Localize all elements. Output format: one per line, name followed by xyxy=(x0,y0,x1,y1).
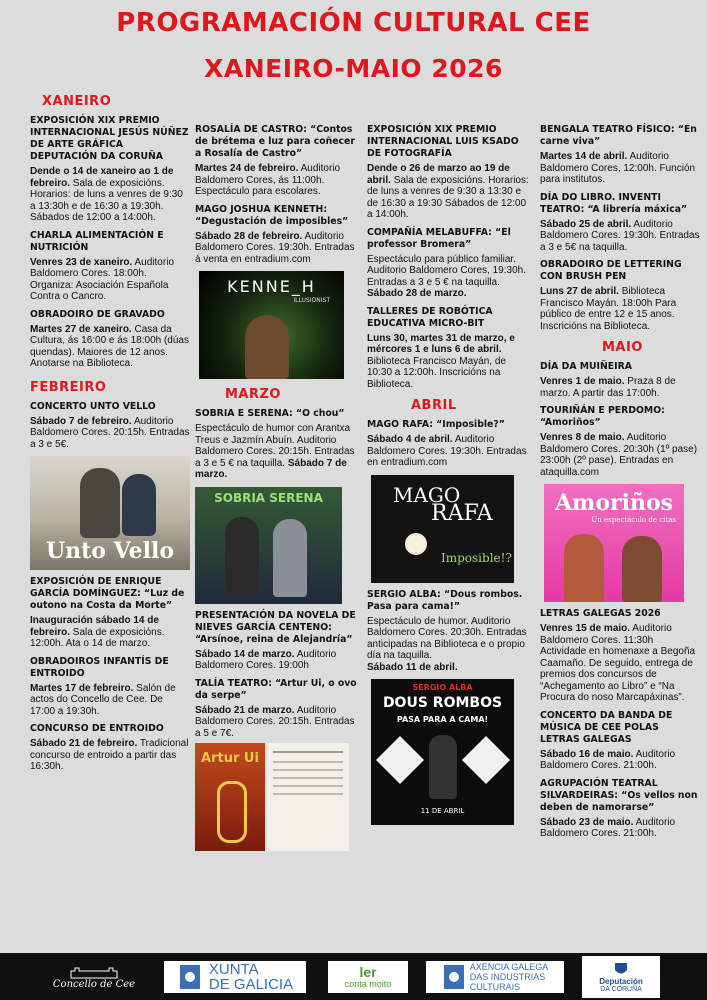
sergio-main: DOUS ROMBOS xyxy=(382,695,503,711)
event xyxy=(30,723,190,773)
event xyxy=(540,608,700,704)
event xyxy=(195,610,358,672)
kenneth-title: KENNE_H xyxy=(227,277,316,296)
event xyxy=(195,678,358,740)
credits-line xyxy=(273,769,343,771)
event xyxy=(540,361,700,399)
column-1 xyxy=(30,94,190,773)
month-abril: ABRIL xyxy=(411,398,457,413)
column-2 xyxy=(195,124,358,851)
event-details: Sábado 21 de febreiro. Tradicional concurso de entroido a partir das 16:30h. xyxy=(30,738,189,772)
event-details: Venres 1 de maio. Praza 8 de marzo. A partir das 17:00h. xyxy=(540,376,676,399)
artur-ui-credits xyxy=(267,743,349,851)
event-title: COMPAÑÍA MELABUFFA: “El professor Bromera” xyxy=(367,226,511,250)
event xyxy=(30,401,190,451)
event xyxy=(30,576,190,650)
amorinos-subtitle: Un espectáculo de citas xyxy=(591,516,676,524)
event-details: Dende o 14 de xaneiro ao 1 de febreiro. Sala de exposicións. Horarios: de luns a venres de 9:30 a 13:30h e de 16:30 a 19:30h. Sábados de 12:00 a 14:00h. xyxy=(30,166,183,223)
event xyxy=(30,656,190,718)
event-details: Sábado 28 de febreiro. Auditorio Baldomero Cores. 19:30h. Entradas á venta en entradium.com xyxy=(195,230,355,265)
event-details: Inauguración sábado 14 de febreiro. Sala de exposicións. 12:00h. Ata o 14 de marzo. xyxy=(30,615,165,649)
event xyxy=(540,710,700,772)
event-details: Martes 14 de abril. Auditorio Baldomero Cores, 12:00h. Función para institutos. xyxy=(540,151,696,185)
unto-vello-poster xyxy=(30,456,190,570)
concello-logo xyxy=(48,961,140,993)
deputacion-name: Deputación xyxy=(599,976,643,986)
credits-line xyxy=(273,777,343,779)
event-details: Martes 27 de xaneiro. Casa da Cultura, ás 16:00 e ás 18:00h (dúas quendas). Maiores de 12 anos. Anotarse na Biblioteca. xyxy=(30,323,189,369)
sergio-sub: PASA PARA A CAMA! xyxy=(396,715,489,724)
artur-ui-poster xyxy=(195,743,358,851)
event-details: Espectáculo de humor con Arantxa Treus e Jazmín Abuín. Auditorio Baldomero Cores. 20:15h. Entradas a 3 e 5 € na taquilla. Sábado 7 de marzo. xyxy=(195,423,355,480)
event-title: LETRAS GALEGAS 2026 xyxy=(540,608,661,619)
event-details: Sábado 21 de marzo. Auditorio Baldomero Cores. 20:15h. Entradas a 5 e 7€. xyxy=(195,704,355,739)
event xyxy=(540,778,700,840)
event-details: Sábado 4 de abril. Auditorio Baldomero Cores. 19:30h. Entradas en entradium.com xyxy=(367,434,527,468)
event-title: OBRADOIRO DE GRAVADO xyxy=(30,308,165,320)
agadic-text: AXENCIA GALEGA DAS INDUSTRIAS CULTURAIS xyxy=(469,962,549,992)
event-details: Luns 30, martes 31 de marzo, e mércores 1 e luns 6 de abril. Biblioteca Francisco Mayán, de 10:30 a 12:00h. Inscricións na Biblioteca. xyxy=(367,332,515,390)
credits-line xyxy=(273,761,343,763)
event xyxy=(367,419,533,469)
column-3 xyxy=(367,124,533,831)
event-title: TOURIÑÁN E PERDOMO: “Amoriños” xyxy=(540,405,665,428)
event xyxy=(195,124,358,198)
artur-title: Artur Ui xyxy=(201,751,259,766)
unto-vello-title: Unto Vello xyxy=(45,538,175,564)
page-title-line2: XANEIRO-MAIO 2026 xyxy=(204,54,503,83)
xunta-logo xyxy=(164,961,306,993)
event-details: Luns 27 de abril. Biblioteca Francisco Mayán. 18:00h Para público de entre 12 e 15 anos. Inscricións na Biblioteca. xyxy=(540,286,677,332)
mago-rafa-subtitle: Imposible!? xyxy=(441,550,512,565)
performer-figure xyxy=(273,519,307,597)
diamond-icon xyxy=(376,736,424,784)
diamond-icon xyxy=(462,736,510,784)
event-details: Venres 15 de maio. Auditorio Baldomero Cores. 11:30h Actividade en homenaxe a Begoña Caamaño. De seguido, entrega de premios dos concursos de “Achegamento ao Libro” e “Na Procura do noso Marcapáxinas”. xyxy=(540,623,696,703)
credits-line xyxy=(273,785,343,787)
sobria-serena-poster xyxy=(195,487,342,604)
ler-tagline: conta moito xyxy=(344,979,392,989)
event-details: Sábado 23 de maio. Auditorio Baldomero Cores. 21:00h. xyxy=(540,816,676,839)
kenneth-subtitle: ILLUSIONIST xyxy=(293,297,330,304)
event xyxy=(540,259,700,332)
sobria-title: SOBRIA SERENA xyxy=(214,490,323,505)
event-title: EXPOSICIÓN DE ENRIQUE GARCÍA DOMÍNGUEZ: “Luz de outono na Costa da Morte” xyxy=(30,576,185,611)
concello-name: Concello de Cee xyxy=(52,978,136,990)
event-details: Martes 17 de febreiro. Salón de actos do Concello de Cee. De 17:00 a 19:30h. xyxy=(30,682,176,717)
event-title: BENGALA TEATRO FÍSICO: “En carne viva” xyxy=(540,124,697,147)
event-title: SOBRIA E SERENA: “O chou” xyxy=(195,408,345,419)
event xyxy=(367,124,533,221)
event-title: MAGO RAFA: “Imposible?” xyxy=(367,419,505,430)
event-title: DÍA DA MUIÑEIRA xyxy=(540,361,632,372)
event-title: OBRADOIROS INFANTÍS DE ENTROIDO xyxy=(30,655,169,679)
artur-ui-cover xyxy=(195,743,265,851)
month-maio: MAIO xyxy=(602,340,643,355)
event-title: SERGIO ALBA: “Dous rombos. Pasa para cama!” xyxy=(367,588,523,612)
event-title: MAGO JOSHUA KENNETH: “Degustación de imposibles” xyxy=(195,203,349,227)
event-title: AGRUPACIÓN TEATRAL SILVARDEIRAS: “Os vellos non deben de namorarse” xyxy=(540,777,698,813)
amorinos-title: Amoriños xyxy=(554,490,674,516)
page-title-line1: PROGRAMACIÓN CULTURAL CEE xyxy=(116,8,591,38)
ler-word: ler xyxy=(359,964,377,980)
event-details: Venres 8 de maio. Auditorio Baldomero Cores. 20:30h (1º pase) 23:00h (2º pase). Entradas en ataquilla.com xyxy=(540,432,698,478)
kenneth-poster xyxy=(199,271,344,379)
event-details: Espectáculo para público familiar. Auditorio Baldomero Cores, 19:30h. Entradas a 3 e 5 € na taquilla. Sábado 28 de marzo. xyxy=(367,253,526,299)
event-details: Sábado 7 de febreiro. Auditorio Baldomero Cores. 20:15h. Entradas a 3 e 5€. xyxy=(30,415,190,450)
event-title: PRESENTACIÓN DA NOVELA DE NIEVES GARCÍA CENTENO: “Arsínoe, reina de Alejandría” xyxy=(195,609,356,645)
event: SERGIO ALBA: “Dous rombos. Pasa para cama!” Espectáculo de humor. Auditorio Baldomero Cores. 20:30h. Entradas anticipadas na Biblioteca e o propio día na taquilla. Sábado 11 de abril. xyxy=(367,589,533,674)
event xyxy=(540,192,700,254)
event-title: CONCERTO DA BANDA DE MÚSICA DE CEE POLAS LETRAS GALEGAS xyxy=(540,709,673,745)
event-title: EXPOSICIÓN XIX PREMIO INTERNACIONAL JESÚS NÚÑEZ DE ARTE GRÁFICA DEPUTACIÓN DA CORUÑA xyxy=(30,115,189,162)
deputacion-sub: DA CORUÑA xyxy=(600,985,642,993)
event-details: Dende o 26 de marzo ao 19 de abril. Sala de exposicións. Horarios: de luns a venres de 9:30 a 13:30 e de 16:30 a 19:30 Sábados de 12:00 a 14:00h. xyxy=(367,163,529,220)
event xyxy=(30,115,190,224)
event-title: OBRADOIRO DE LETTERING CON BRUSH PEN xyxy=(540,259,682,282)
month-febreiro: FEBREIRO xyxy=(30,379,107,395)
serpent-icon xyxy=(217,781,247,843)
event-title: ROSALÍA DE CASTRO: “Contos de brétema e luz para coñecer a Rosalía de Castro” xyxy=(195,124,355,159)
xunta-text: XUNTA DE GALICIA xyxy=(208,961,294,993)
event-title: CHARLA ALIMENTACIÓN E NUTRICIÓN xyxy=(30,229,164,253)
event-title: TALÍA TEATRO: “Artur Ui, o ovo da serpe” xyxy=(195,677,357,701)
musician-figure xyxy=(80,468,120,538)
event-title: CONCURSO DE ENTROIDO xyxy=(30,723,164,734)
event xyxy=(30,309,190,370)
column-4 xyxy=(540,124,700,840)
event-details: Sábado 14 de marzo. Auditorio Baldomero Cores. 19:00h xyxy=(195,648,337,671)
month-xaneiro: XANEIRO xyxy=(42,94,112,109)
amorinos-poster xyxy=(544,484,684,602)
event-details: Venres 23 de xaneiro. Auditorio Baldomero Cores. 18:00h. Organiza: Asociación Española Contra o Cancro. xyxy=(30,256,174,302)
sergio-date: 11 DE ABRIL xyxy=(420,807,465,815)
sergio-top: SERGIO ALBA xyxy=(412,683,473,692)
event xyxy=(30,230,190,303)
event-title: CONCERTO UNTO VELLO xyxy=(30,400,156,412)
mago-rafa-poster xyxy=(371,475,514,583)
event-title: TALLERES DE ROBÓTICA EDUCATIVA MICRO-BIT xyxy=(367,305,493,329)
event xyxy=(195,204,358,266)
event-title: DÍA DO LIBRO. INVENTI TEATRO: “A librería máxica” xyxy=(540,191,688,215)
deputacion-shield-icon xyxy=(613,961,629,977)
event xyxy=(367,306,533,391)
month-marzo: MARZO xyxy=(225,387,281,402)
castle-icon xyxy=(69,965,119,979)
performer-figure xyxy=(622,536,662,602)
event xyxy=(195,408,358,481)
event-details: Sábado 16 de maio. Auditorio Baldomero Cores. 21:00h. xyxy=(540,748,676,771)
magician-figure xyxy=(245,315,289,379)
agadic-logo xyxy=(426,961,564,993)
performer-figure xyxy=(564,534,604,602)
event-details: Martes 24 de febreiro. Auditorio Baldomero Cores, ás 11:00h. Espectáculo para escolares. xyxy=(195,163,341,197)
agadic-emblem-icon xyxy=(442,963,466,991)
mago-rafa-word1: MAGO xyxy=(393,482,461,507)
event xyxy=(367,227,533,300)
mago-rafa-word2: RAFA xyxy=(431,500,493,526)
event-details: Sábado 25 de abril. Auditorio Baldomero Cores. 19:30h. Entradas a 3 e 5€ na taquilla. xyxy=(540,218,700,253)
credits-line xyxy=(273,751,343,753)
xunta-emblem-icon xyxy=(177,963,203,991)
sponsor-footer xyxy=(0,953,707,1000)
musician-figure xyxy=(122,474,156,536)
event-title: EXPOSICIÓN XIX PREMIO INTERNACIONAL LUIS KSADO DE FOTOGRAFÍA xyxy=(367,124,519,159)
deputacion-logo xyxy=(582,956,660,998)
event xyxy=(540,405,700,478)
bulb-icon xyxy=(405,533,427,555)
performer-figure xyxy=(225,517,259,597)
dous-rombos-poster xyxy=(371,679,514,825)
credits-line xyxy=(273,793,343,795)
event xyxy=(540,124,700,186)
comedian-figure xyxy=(429,735,457,799)
event-details: Espectáculo de humor. Auditorio Baldomero Cores. 20:30h. Entradas anticipadas na Biblioteca e o propio día na taquilla. xyxy=(367,615,527,661)
ler-logo xyxy=(328,961,408,993)
